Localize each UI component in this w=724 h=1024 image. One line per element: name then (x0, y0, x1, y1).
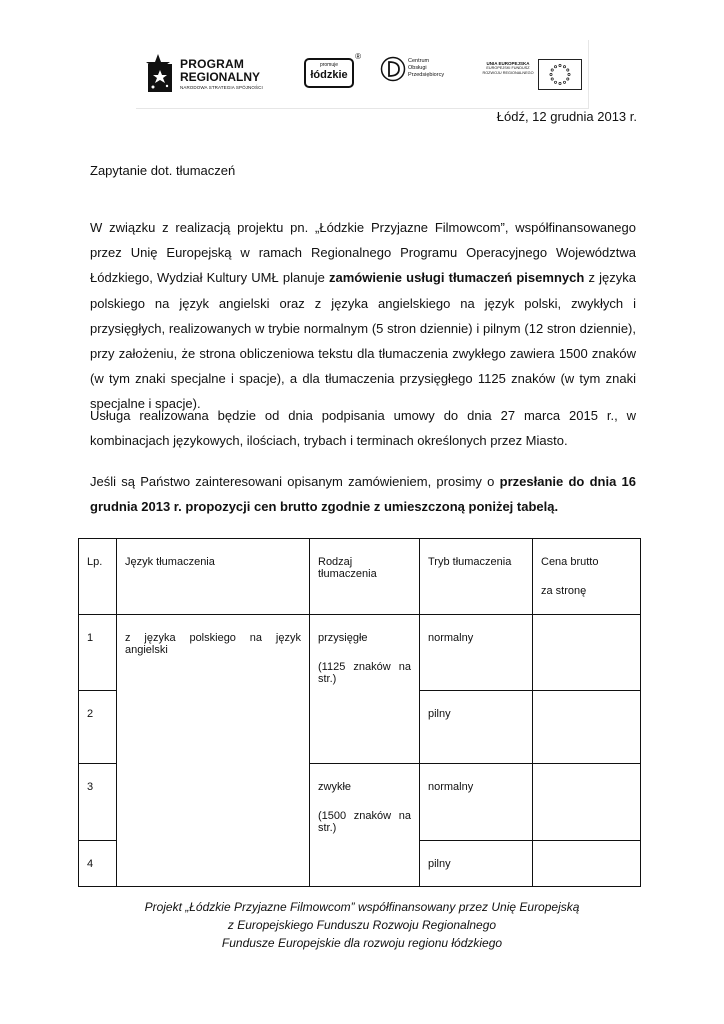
header-lp: Lp. (79, 539, 117, 615)
request-text-bold: przesłanie do dnia 16 grudnia 2013 r. propozycji cen brutto zgodnie z umieszczoną poniżej tabelą. (90, 474, 636, 514)
eu-flag-icon (538, 59, 582, 90)
row-lp: 1 (79, 615, 117, 691)
unia-europejska-logo (478, 50, 584, 100)
registered-mark: ® (355, 52, 361, 61)
header-kind: Rodzaj tłumaczenia (310, 539, 420, 615)
logo-przedsiebiorcy-text: Przedsiębiorcy (408, 72, 445, 78)
logo-obslugi-text: Obsługi (408, 65, 427, 71)
kind-ordinary-label: zwykłe (318, 781, 352, 793)
logo-bar (136, 40, 589, 109)
logo-ue-title: UNIA EUROPEJSKA (486, 61, 530, 66)
header-mode: Tryb tłumaczenia (420, 539, 533, 615)
header-price-line1: Cena brutto (541, 556, 599, 568)
kind-sworn-cell (310, 615, 420, 764)
row-mode: pilny (420, 841, 533, 887)
kind-sworn-label: przysięgłe (318, 632, 368, 644)
promuje-lodzkie-logo (304, 52, 361, 88)
table-header-row (79, 539, 641, 615)
footer-line-2: z Europejskiego Funduszu Rozwoju Regionalnego (227, 918, 497, 932)
footer-line-3: Fundusze Europejskie dla rozwoju regionu łódzkiego (221, 936, 503, 950)
row-mode: pilny (420, 691, 533, 764)
logo-ue-fund-text: EUROPEJSKI FUNDUSZ (486, 66, 530, 70)
logo-lodzkie-text: łódzkie (310, 69, 348, 81)
language-cell (117, 615, 310, 887)
centrum-obslugi-logo (380, 50, 470, 100)
program-regionalny-logo (144, 50, 294, 100)
footer-line-1: Projekt „Łódzkie Przyjazne Filmowcom” współfinansowany przez Unię Europejską (144, 900, 580, 914)
paragraph-request (90, 469, 636, 519)
row-lp: 3 (79, 764, 117, 841)
kind-ordinary-note: (1500 znaków na str.) (318, 810, 411, 834)
header-price-line2: za stronę (541, 585, 587, 597)
row-lp: 4 (79, 841, 117, 887)
row-lp: 2 (79, 691, 117, 764)
price-input-cell[interactable] (533, 764, 641, 841)
header-language: Język tłumaczenia (117, 539, 310, 615)
kind-sworn-note: (1125 znaków na str.) (318, 661, 411, 685)
logo-program-text: PROGRAM (180, 57, 245, 71)
paragraph-service-period: Usługa realizowana będzie od dnia podpisania umowy do dnia 27 marca 2015 r., w kombinacjach językowych, ilościach, trybach i terminach określonych przez Miasto. (90, 408, 636, 448)
logo-strategy-text: NARODOWA STRATEGIA SPÓJNOŚCI (180, 85, 263, 90)
row-mode: normalny (420, 764, 533, 841)
paragraph-intro (90, 215, 636, 417)
language-pair-text: z języka polskiego na język angielski (125, 632, 301, 656)
kind-ordinary-cell (310, 764, 420, 887)
cop-emblem-icon (380, 56, 406, 82)
logo-centrum-text: Centrum (408, 58, 430, 64)
price-input-cell[interactable] (533, 841, 641, 887)
price-input-cell[interactable] (533, 615, 641, 691)
table-row (79, 615, 641, 691)
request-text-a: Jeśli są Państwo zainteresowani opisanym zamówieniem, prosimy o (90, 474, 500, 489)
row-mode: normalny (420, 615, 533, 691)
intro-text-bold: zamówienie usługi tłumaczeń pisemnych (329, 270, 585, 286)
header-price (533, 539, 641, 615)
price-input-cell[interactable] (533, 691, 641, 764)
logo-ue-regional-text: ROZWOJU REGIONALNEGO (482, 71, 534, 75)
logo-regionalny-text: REGIONALNY (180, 70, 261, 84)
price-table (78, 538, 641, 887)
logo-promuje-text: promuje (319, 62, 339, 68)
intro-text-c: z języka polskiego na język angielski oraz z języka angielskiego na język polski, zwykłych i przysięgłych, realizowanych w trybie normalnym (5 stron dziennie) i pilnym (12 stron dziennie), przy założeniu, że strona obliczeniowa tekstu dla tłumaczenia zwykłego zawiera 1500 znaków (w tym znaki specjalne i spacje), a dla tłumaczenia przysięgłego 1125 znaków (w tym znaki specjalne i spacje). (90, 270, 636, 412)
intro-text-a: W związku z realizacją projektu pn. „Łódzkie Przyjazne Filmowcom”, współfinansowanego przez Unię Europejską w ramach Regionalnego Programu Operacyjnego Województwa Łódzkiego, Wydział Kultury UMŁ planuje (90, 220, 636, 286)
letter-subject: Zapytanie dot. tłumaczeń (90, 163, 236, 178)
star-emblem-icon (144, 54, 174, 94)
letter-date: Łódź, 12 grudnia 2013 r. (496, 109, 637, 124)
page-footer (0, 898, 724, 952)
